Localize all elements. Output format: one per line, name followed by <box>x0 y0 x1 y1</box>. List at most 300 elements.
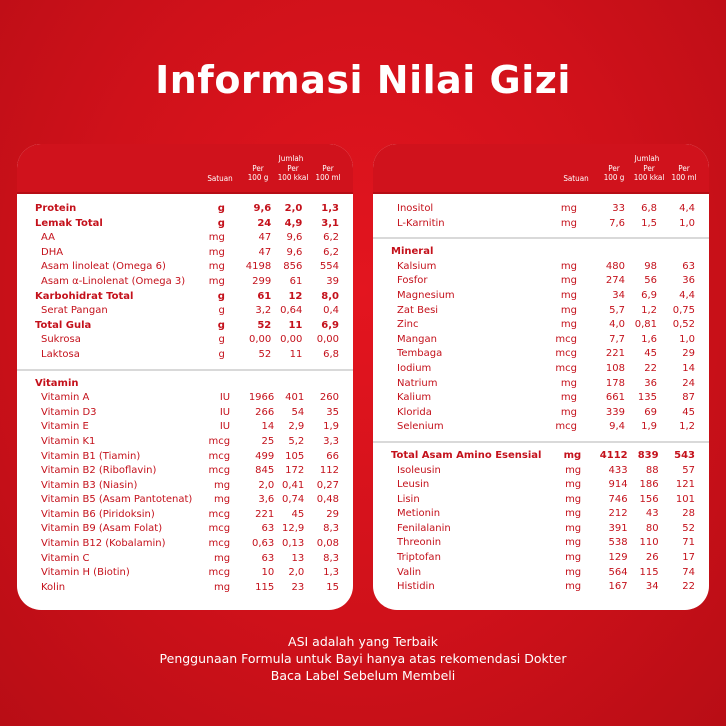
nutrient-unit: mg <box>560 289 577 301</box>
value-per-100ml: 45 <box>682 406 695 418</box>
table-row <box>17 377 353 392</box>
header-per-100kkal: Per 100 kkal <box>633 164 665 182</box>
value-per-100kkal <box>625 245 657 260</box>
nutrient-unit: mg <box>560 319 577 331</box>
table-row <box>17 202 353 217</box>
nutrient-name: Triptofan <box>397 552 441 564</box>
nutrient-name: Vitamin B1 (Tiamin) <box>41 450 141 462</box>
table-row <box>373 449 709 464</box>
table-row <box>373 318 709 333</box>
value-per-100g: 914 <box>608 479 628 491</box>
value-per-100kkal: 54 <box>291 406 305 418</box>
value-per-100ml: 3,3 <box>323 435 339 447</box>
value-per-100kkal: 115 <box>639 566 659 578</box>
value-per-100kkal: 105 <box>285 450 305 462</box>
value-per-100ml <box>657 245 709 260</box>
nutrient-unit: mcg <box>208 508 231 520</box>
table-row <box>373 202 709 217</box>
value-per-100kkal: 6,9 <box>641 289 657 301</box>
value-per-100g: 266 <box>255 406 275 418</box>
table-row <box>17 231 353 246</box>
table-row <box>17 479 353 494</box>
nutrition-card-left <box>17 144 353 610</box>
value-per-100ml: 3,1 <box>321 217 339 229</box>
value-per-100g: 299 <box>252 275 272 287</box>
value-per-100g <box>581 245 625 260</box>
value-per-100kkal: 88 <box>645 464 659 476</box>
nutrient-name: Magnesium <box>397 289 455 301</box>
value-per-100g: 34 <box>612 289 625 301</box>
value-per-100kkal: 9,6 <box>286 232 303 244</box>
table-row <box>17 217 353 232</box>
nutrient-unit: mg <box>208 246 225 258</box>
value-per-100kkal: 5,2 <box>288 435 305 447</box>
nutrient-name: Threonin <box>397 537 442 549</box>
value-per-100g: 24 <box>257 217 272 229</box>
nutrient-unit: mg <box>565 493 582 505</box>
value-per-100ml: 22 <box>682 581 695 593</box>
value-per-100kkal: 0,41 <box>281 479 305 491</box>
table-macronutrients <box>17 202 353 363</box>
nutrient-unit: mg <box>214 581 231 593</box>
value-per-100g: 61 <box>257 290 272 302</box>
table-row <box>373 377 709 392</box>
value-per-100ml: 87 <box>682 392 695 404</box>
value-per-100g: 9,4 <box>609 421 625 433</box>
table-row <box>373 391 709 406</box>
table-row <box>373 274 709 289</box>
nutrient-unit: mg <box>565 464 582 476</box>
nutrient-name: Kolin <box>41 581 66 593</box>
value-per-100kkal: 186 <box>639 479 659 491</box>
value-per-100kkal: 12 <box>288 290 303 302</box>
value-per-100kkal: 11 <box>289 348 303 360</box>
table-header <box>373 144 709 194</box>
table-row <box>17 348 353 363</box>
table-amino-acids <box>373 449 709 595</box>
nutrient-name: Mineral <box>391 246 434 258</box>
value-per-100kkal: 13 <box>291 552 305 564</box>
value-per-100g: 480 <box>605 260 625 272</box>
value-per-100ml: 0,4 <box>323 305 339 317</box>
table-row <box>17 493 353 508</box>
value-per-100kkal: 11 <box>288 319 303 331</box>
nutrient-unit: mcg <box>555 421 577 433</box>
value-per-100kkal: 0,74 <box>281 494 305 506</box>
nutrient-name: Protein <box>35 203 77 214</box>
value-per-100g: 115 <box>255 581 275 593</box>
nutrient-name: Kalium <box>397 392 432 404</box>
table-row <box>17 522 353 537</box>
nutrient-name: Vitamin A <box>41 392 90 404</box>
value-per-100kkal: 56 <box>644 275 657 287</box>
table-row <box>373 289 709 304</box>
value-per-100kkal: 110 <box>639 537 659 549</box>
nutrient-unit: mg <box>560 406 577 418</box>
nutrient-unit <box>535 245 581 260</box>
nutrient-name: Vitamin K1 <box>41 435 96 447</box>
nutrient-unit: mg <box>560 392 577 404</box>
value-per-100g: 63 <box>261 552 275 564</box>
value-per-100g: 167 <box>608 581 628 593</box>
nutrient-name: Vitamin C <box>41 552 90 564</box>
table-row <box>373 464 709 479</box>
value-per-100ml: 39 <box>326 275 339 287</box>
value-per-100kkal: 9,6 <box>286 246 303 258</box>
value-per-100g: 7,6 <box>609 217 625 229</box>
nutrient-unit: mg <box>565 479 582 491</box>
value-per-100kkal: 135 <box>637 392 657 404</box>
table-row <box>373 304 709 319</box>
nutrient-name: Inositol <box>397 203 434 214</box>
value-per-100ml: 63 <box>682 260 695 272</box>
value-per-100ml: 8,3 <box>323 523 339 535</box>
nutrient-unit: mcg <box>555 348 577 360</box>
nutrient-name: Karbohidrat Total <box>35 290 134 302</box>
table-row <box>17 508 353 523</box>
table-minerals <box>373 245 709 435</box>
header-satuan: Satuan <box>563 174 589 183</box>
value-per-100kkal: 0,64 <box>280 305 303 317</box>
value-per-100g: 0,63 <box>252 538 275 550</box>
nutrient-name: Natrium <box>397 377 438 389</box>
value-per-100g: 221 <box>255 508 275 520</box>
table-row <box>17 290 353 305</box>
value-per-100kkal: 36 <box>644 377 657 389</box>
nutrient-name: Iodium <box>397 362 432 374</box>
nutrient-unit: mcg <box>208 523 231 535</box>
header-per-100g: Per 100 g <box>247 164 269 182</box>
nutrient-unit: g <box>218 305 225 317</box>
value-per-100g: 10 <box>261 567 275 579</box>
nutrient-unit: mcg <box>208 435 231 447</box>
page-title: Informasi Nilai Gizi <box>155 58 571 102</box>
value-per-100ml: 57 <box>682 464 695 476</box>
value-per-100g: 538 <box>608 537 628 549</box>
value-per-100kkal: 856 <box>283 261 303 273</box>
value-per-100ml: 52 <box>682 522 695 534</box>
value-per-100ml: 66 <box>326 450 339 462</box>
value-per-100g: 4198 <box>245 261 272 273</box>
nutrient-name: Lisin <box>397 493 420 505</box>
value-per-100kkal: 0,00 <box>280 334 303 346</box>
table-row <box>373 333 709 348</box>
value-per-100kkal: 43 <box>645 508 659 520</box>
value-per-100g: 7,7 <box>609 333 625 345</box>
nutrient-name: Kalsium <box>397 260 437 272</box>
nutrient-name: Vitamin <box>35 377 79 389</box>
value-per-100kkal: 6,8 <box>641 203 657 214</box>
value-per-100kkal: 401 <box>285 392 305 404</box>
value-per-100g: 4,0 <box>609 319 625 331</box>
value-per-100g: 2,0 <box>258 479 275 491</box>
value-per-100kkal: 2,9 <box>288 421 305 433</box>
value-per-100g: 63 <box>261 523 275 535</box>
table-row <box>373 551 709 566</box>
nutrient-unit: g <box>217 217 225 229</box>
table-other-nutrients <box>373 202 709 231</box>
value-per-100g: 47 <box>258 232 272 244</box>
nutrient-unit: mg <box>560 260 577 272</box>
table-row <box>373 566 709 581</box>
nutrient-unit: mg <box>560 377 577 389</box>
value-per-100kkal: 1,5 <box>641 217 657 229</box>
value-per-100ml: 112 <box>319 465 339 477</box>
nutrient-unit: mcg <box>555 362 577 374</box>
nutrient-name: Selenium <box>397 421 444 433</box>
value-per-100ml: 36 <box>682 275 695 287</box>
table-row <box>17 464 353 479</box>
table-row <box>17 319 353 334</box>
nutrient-unit: mg <box>565 552 582 564</box>
nutrient-unit: mg <box>560 275 577 287</box>
footer-line-2: Penggunaan Formula untuk Bayi hanya atas rekomendasi Dokter <box>159 651 567 666</box>
value-per-100ml: 6,8 <box>323 348 339 360</box>
value-per-100ml: 6,2 <box>323 232 339 244</box>
value-per-100g: 9,6 <box>253 203 272 214</box>
nutrient-unit: mg <box>208 232 225 244</box>
value-per-100g: 129 <box>608 552 628 564</box>
table-row <box>17 537 353 552</box>
nutrient-name: DHA <box>41 246 64 258</box>
value-per-100ml: 29 <box>326 508 339 520</box>
value-per-100ml: 28 <box>682 508 695 520</box>
value-per-100g: 0,00 <box>248 334 272 346</box>
nutrient-unit: mg <box>560 217 577 229</box>
value-per-100g: 212 <box>608 508 628 520</box>
nutrient-name: Zinc <box>397 319 419 331</box>
footer-line-3: Baca Label Sebelum Membeli <box>270 668 456 683</box>
table-row <box>373 217 709 232</box>
nutrient-unit: mg <box>565 508 582 520</box>
nutrient-name: Histidin <box>397 581 435 593</box>
nutrient-name: Leusin <box>397 479 430 491</box>
value-per-100kkal: 45 <box>644 348 657 360</box>
nutrient-unit: g <box>218 348 225 360</box>
table-row <box>17 552 353 567</box>
nutrient-unit: mg <box>208 275 225 287</box>
value-per-100kkal: 23 <box>291 581 305 593</box>
table-row <box>17 391 353 406</box>
nutrient-name: Vitamin B3 (Niasin) <box>41 479 138 491</box>
value-per-100ml: 8,3 <box>323 552 339 564</box>
section-divider <box>373 441 709 443</box>
nutrient-unit: mg <box>214 552 231 564</box>
nutrient-name: Isoleusin <box>397 464 441 476</box>
nutrient-unit: IU <box>219 406 231 418</box>
value-per-100kkal: 1,6 <box>641 333 657 345</box>
table-row <box>373 362 709 377</box>
value-per-100g: 661 <box>605 392 625 404</box>
table-row <box>373 478 709 493</box>
nutrient-name: Vitamin E <box>41 421 89 433</box>
nutrient-name: Vitamin H (Biotin) <box>41 567 130 579</box>
value-per-100g: 4112 <box>599 449 628 461</box>
table-row <box>17 581 353 596</box>
table-vitamins <box>17 377 353 596</box>
table-header <box>17 144 353 194</box>
nutrient-name: Vitamin B2 (Riboflavin) <box>41 465 157 477</box>
header-jumlah: Jumlah <box>634 154 660 163</box>
value-per-100ml: 0,52 <box>672 319 695 331</box>
nutrient-unit <box>192 377 234 392</box>
value-per-100kkal: 12,9 <box>281 523 305 535</box>
table-row <box>17 406 353 421</box>
value-per-100g: 274 <box>605 275 625 287</box>
nutrient-name: Mangan <box>397 333 437 345</box>
value-per-100g: 47 <box>258 246 272 258</box>
value-per-100kkal: 26 <box>645 552 659 564</box>
value-per-100kkal: 98 <box>644 260 657 272</box>
nutrient-unit: mg <box>565 566 582 578</box>
value-per-100kkal: 1,9 <box>641 421 657 433</box>
value-per-100g: 499 <box>255 450 275 462</box>
section-divider <box>373 237 709 239</box>
table-row <box>373 507 709 522</box>
nutrient-name: Zat Besi <box>397 304 439 316</box>
value-per-100ml: 24 <box>682 377 695 389</box>
value-per-100kkal: 839 <box>637 449 659 461</box>
nutrient-name: Metionin <box>397 508 441 520</box>
nutrient-name: Total Asam Amino Esensial <box>391 449 542 461</box>
nutrient-unit: g <box>218 334 225 346</box>
nutrient-unit: g <box>217 203 225 214</box>
value-per-100ml: 1,2 <box>679 421 695 433</box>
nutrient-name: Vitamin B5 (Asam Pantotenat) <box>41 494 193 506</box>
value-per-100g: 52 <box>257 319 272 331</box>
value-per-100kkal: 69 <box>644 406 657 418</box>
nutrient-name: Valin <box>397 566 422 578</box>
nutrient-name: Klorida <box>397 406 432 418</box>
nutrient-name: Asam α-Linolenat (Omega 3) <box>41 275 186 287</box>
nutrient-name: Sukrosa <box>41 334 81 346</box>
table-row <box>17 450 353 465</box>
nutrient-name: Asam linoleat (Omega 6) <box>41 261 166 273</box>
header-satuan: Satuan <box>207 174 233 183</box>
value-per-100ml: 0,00 <box>316 334 339 346</box>
table-row <box>17 246 353 261</box>
value-per-100ml: 1,9 <box>323 421 339 433</box>
value-per-100g: 52 <box>258 348 272 360</box>
table-row <box>17 435 353 450</box>
table-row <box>17 566 353 581</box>
header-per-100ml: Per 100 ml <box>671 164 697 182</box>
value-per-100ml: 4,4 <box>679 289 695 301</box>
value-per-100ml: 1,0 <box>679 217 695 229</box>
value-per-100kkal: 156 <box>639 493 659 505</box>
value-per-100ml: 101 <box>675 493 695 505</box>
value-per-100g: 391 <box>608 522 628 534</box>
value-per-100ml: 14 <box>682 362 695 374</box>
table-row <box>373 245 709 260</box>
value-per-100ml: 0,75 <box>672 304 695 316</box>
value-per-100kkal: 0,13 <box>281 538 305 550</box>
nutrient-unit: mcg <box>208 465 231 477</box>
nutrient-unit: g <box>217 290 225 302</box>
value-per-100ml: 6,9 <box>321 319 339 331</box>
nutrient-name: Lemak Total <box>35 217 103 229</box>
value-per-100ml: 74 <box>682 566 695 578</box>
value-per-100kkal: 4,9 <box>284 217 303 229</box>
nutrient-unit: mcg <box>208 450 231 462</box>
nutrient-name: Total Gula <box>35 319 92 331</box>
value-per-100g: 433 <box>608 464 628 476</box>
footer-line-1: ASI adalah yang Terbaik <box>288 634 438 649</box>
nutrient-unit: IU <box>219 421 231 433</box>
nutrient-name: Fosfor <box>397 275 428 287</box>
nutrient-name: Vitamin B12 (Kobalamin) <box>41 538 166 550</box>
nutrient-unit: mg <box>560 304 577 316</box>
nutrient-name: Vitamin B6 (Piridoksin) <box>41 508 155 520</box>
value-per-100ml: 554 <box>319 261 339 273</box>
table-row <box>373 522 709 537</box>
table-row <box>373 493 709 508</box>
nutrient-unit: mcg <box>208 538 231 550</box>
value-per-100ml: 29 <box>682 348 695 360</box>
nutrient-unit: mg <box>563 449 582 461</box>
value-per-100ml: 71 <box>682 537 695 549</box>
value-per-100g <box>234 377 274 392</box>
nutrient-unit: IU <box>219 392 231 404</box>
nutrient-name: Laktosa <box>41 348 80 360</box>
value-per-100g: 845 <box>255 465 275 477</box>
nutrient-name: Fenilalanin <box>397 522 451 534</box>
table-row <box>373 406 709 421</box>
value-per-100g: 33 <box>612 203 625 214</box>
value-per-100g: 3,6 <box>258 494 275 506</box>
value-per-100g: 178 <box>605 377 625 389</box>
value-per-100kkal: 34 <box>645 581 659 593</box>
value-per-100kkal <box>274 377 304 392</box>
value-per-100g: 1966 <box>248 392 275 404</box>
table-row <box>17 304 353 319</box>
header-jumlah: Jumlah <box>278 154 304 163</box>
table-row <box>373 347 709 362</box>
value-per-100g: 3,2 <box>255 305 272 317</box>
value-per-100g: 339 <box>605 406 625 418</box>
value-per-100ml: 0,48 <box>316 494 339 506</box>
value-per-100kkal: 80 <box>645 522 659 534</box>
nutrient-unit: mg <box>565 537 582 549</box>
value-per-100ml: 543 <box>674 449 695 461</box>
table-row <box>373 580 709 595</box>
value-per-100g: 564 <box>608 566 628 578</box>
value-per-100ml <box>304 377 353 392</box>
value-per-100g: 221 <box>605 348 625 360</box>
nutrient-unit: mg <box>214 479 231 491</box>
nutrient-unit: mg <box>214 494 231 506</box>
table-row <box>17 420 353 435</box>
value-per-100ml: 121 <box>675 479 695 491</box>
nutrient-name: Tembaga <box>397 348 443 360</box>
value-per-100g: 746 <box>608 493 628 505</box>
value-per-100ml: 1,3 <box>323 567 339 579</box>
nutrient-name: Vitamin D3 <box>41 406 97 418</box>
value-per-100ml: 0,27 <box>316 479 339 491</box>
value-per-100ml: 4,4 <box>679 203 695 214</box>
nutrition-card-right <box>373 144 709 610</box>
value-per-100kkal: 61 <box>289 275 303 287</box>
nutrient-unit: g <box>217 319 225 331</box>
value-per-100g: 14 <box>261 421 275 433</box>
header-per-100kkal: Per 100 kkal <box>277 164 309 182</box>
table-row <box>373 420 709 435</box>
table-row <box>17 275 353 290</box>
value-per-100ml: 1,3 <box>321 203 339 214</box>
value-per-100kkal: 2,0 <box>284 203 303 214</box>
value-per-100kkal: 2,0 <box>288 567 305 579</box>
nutrient-unit: mcg <box>555 333 577 345</box>
